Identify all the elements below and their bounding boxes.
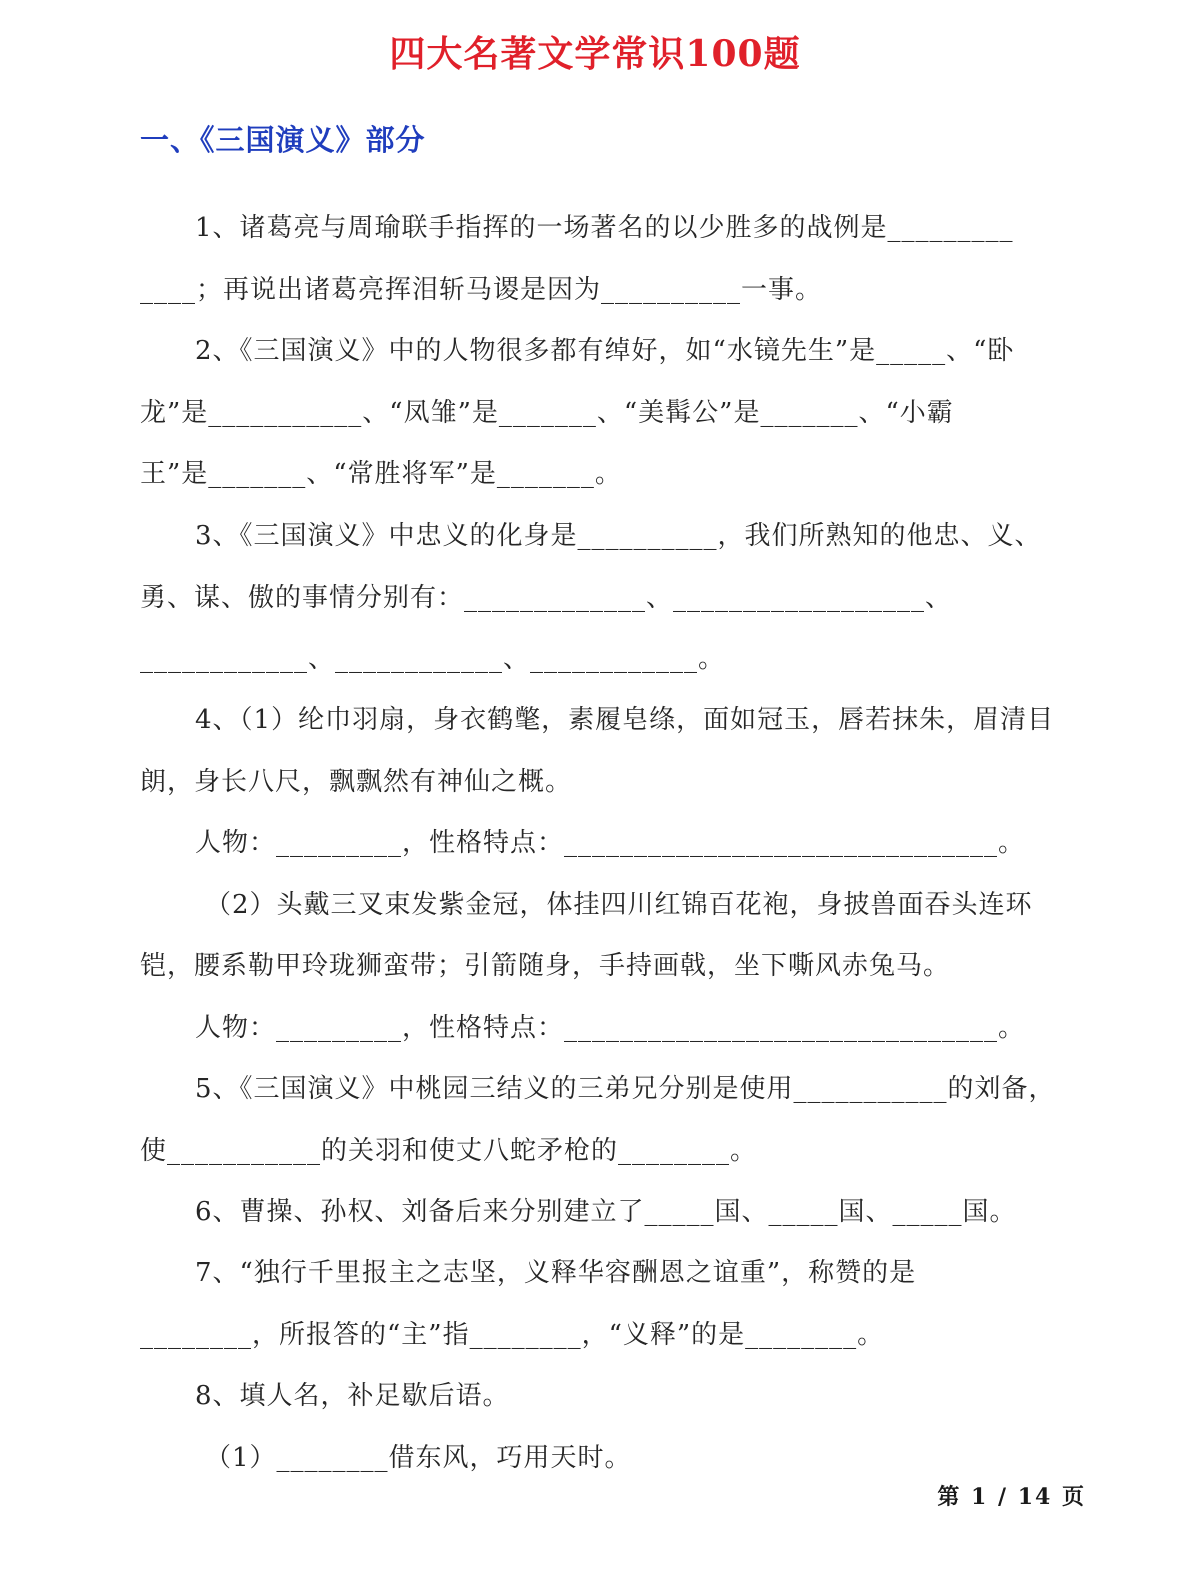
question-line: 7、“独行千里报主之志坚，义释华容酬恩之谊重”，称赞的是 [195,1258,917,1288]
question-line: 铠，腰系勒甲玲珑狮蛮带；引箭随身，手持画戟，坐下嘶风赤兔马。 [140,951,951,981]
question-line: 5、《三国演义》中桃园三结义的三弟兄分别是使用___________的刘备， [195,1074,1056,1104]
question-line: ____；再说出诸葛亮挥泪斩马谡是因为__________一事。 [140,275,823,305]
question-line: 朗，身长八尺，飘飘然有神仙之概。 [140,767,573,797]
question-line: ________，所报答的“主”指________，“义释”的是________。 [140,1320,885,1350]
question-line: 2、《三国演义》中的人物很多都有绰好，如“水镜先生”是_____、“卧 [195,336,1015,366]
question-line: 6、曹操、孙权、刘备后来分别建立了_____国、_____国、_____国。 [195,1197,1017,1227]
question-line: 龙”是___________、“凤雏”是_______、“美髯公”是_______、“小霸 [140,398,954,428]
question-line: 1、诸葛亮与周瑜联手指挥的一场著名的以少胜多的战例是_________ [195,213,1014,243]
section-heading: 一、《三国演义》部分 [140,123,426,157]
question-line: 8、填人名，补足歇后语。 [195,1381,510,1411]
question-line: （2）头戴三叉束发紫金冠，体挂四川红锦百花袍，身披兽面吞头连环 [205,890,1033,920]
question-line: ____________、____________、____________。 [140,644,726,674]
answer-line: 人物：_________，性格特点：_______________________________。 [195,1013,1026,1043]
document-title: 四大名著文学常识100题 [389,33,801,75]
question-line: 3、《三国演义》中忠义的化身是__________，我们所熟知的他忠、义、 [195,521,1042,551]
question-line: 使___________的关羽和使丈八蛇矛枪的________。 [140,1136,758,1166]
answer-line: 人物：_________，性格特点：_______________________________。 [195,828,1026,858]
question-line: 勇、谋、傲的事情分别有：_____________、__________________、 [140,583,953,613]
question-line: （1）________借东风，巧用天时。 [205,1443,632,1473]
question-line: 4、（1）纶巾羽扇，身衣鹤氅，素履皂绦，面如冠玉，唇若抹朱，眉清目 [195,705,1055,735]
page-number: 第 1 / 14 页 [937,1484,1086,1510]
question-line: 王”是_______、“常胜将军”是_______。 [140,459,622,489]
